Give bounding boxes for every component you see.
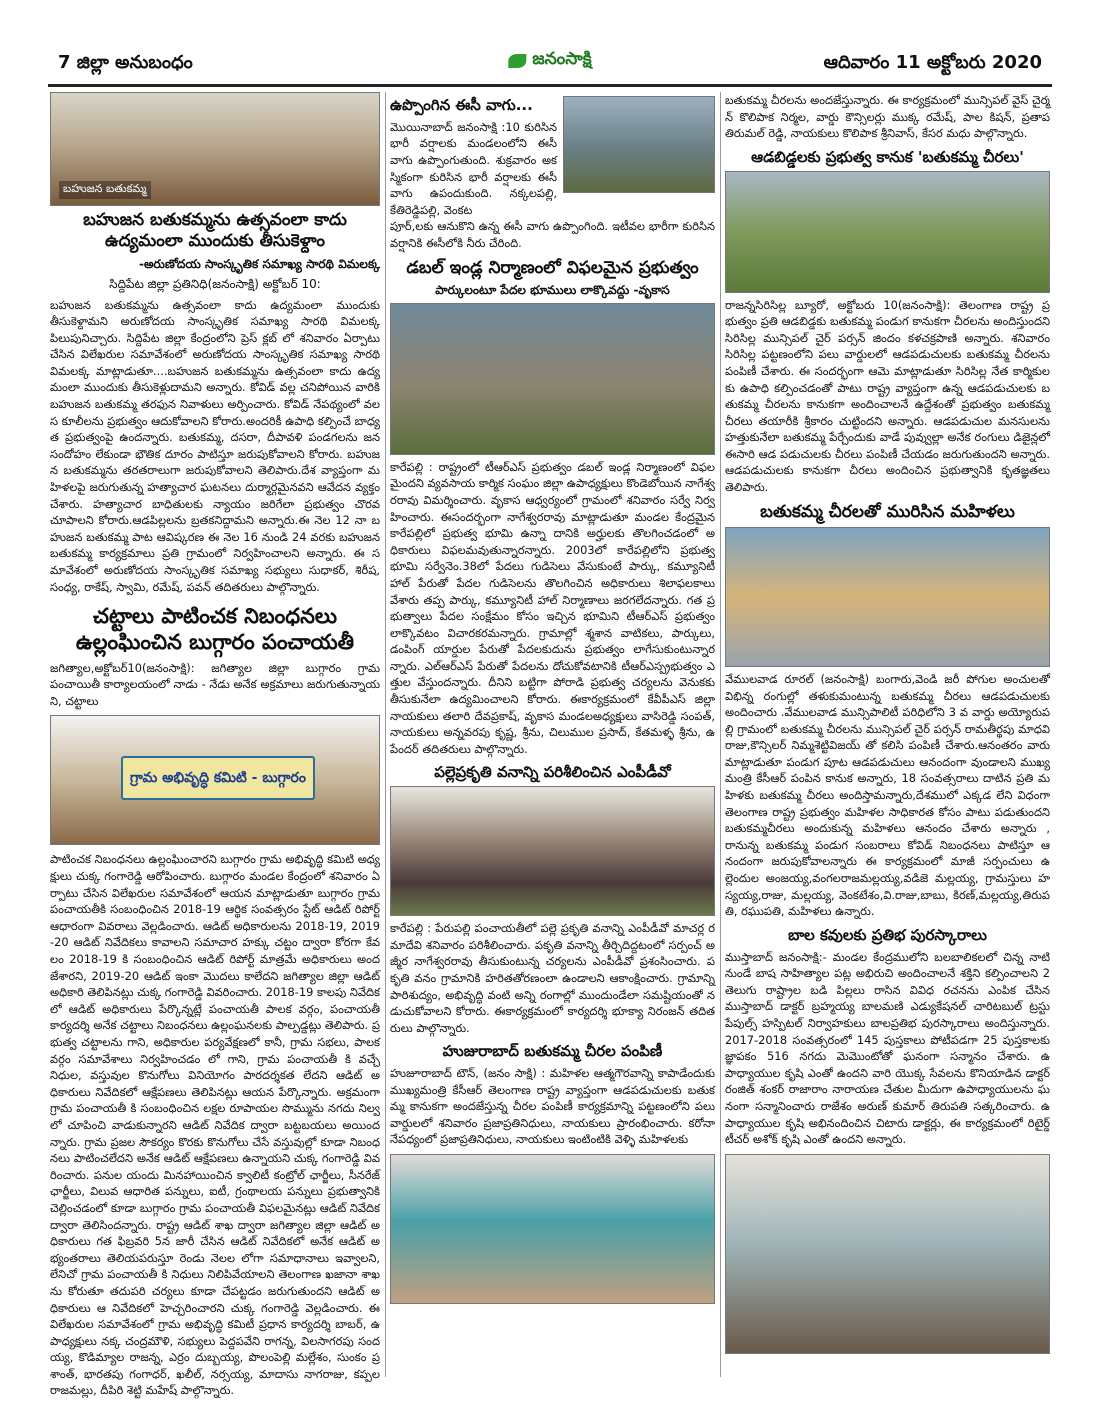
- article-photo: [390, 1154, 715, 1304]
- column-divider: [385, 92, 386, 1377]
- headline-line: బహుజన బతుకమ్మను ఉత్సవంలా కాదు: [83, 210, 347, 230]
- issue-date: ఆదివారం 11 అక్టోబరు 2020: [823, 52, 1042, 73]
- headline: ఆడబిడ్డలకు ప్రభుత్వ కానుక 'బతుకమ్మ చీరలు': [751, 147, 1024, 166]
- headline: హుజురాబాద్ బతుకమ్మ చీరల పంపిణీ: [442, 1042, 663, 1061]
- headline: [50, 603, 380, 656]
- article-body: మొయినాబాద్ జనంసాక్షి :10 కురిసిన భారీ వర్షాలకు మండలంలోని ఈసీ వాగు ఉప్పొంగుతుంది. శుక్రవారం అకస్మికంగా కురిసిన భారీ వర్షాలకు ఈసీ వాగు ఉపందుకుంది. నక్కలపల్లి, కేతిరెడ్డిపల్లి, వెంకట: [390, 119, 557, 217]
- article-body: కారేపల్లి : రాష్ట్రంలో టీఆర్ఎస్ ప్రభుత్వం డబల్ ఇండ్ల నిర్మాణంలో విఫలమైందని వ్యవసాయ కార్మిక సంఘం జిల్లా ఉపాధ్యక్షులు కొండెబోయిన నాగేశ్వరరావు విమర్శించారు. వృకాస ఆధ్వర్యంలో గ్రామంలో శనివారం సర్వే నిర్వహించారు. ఈసందర్భంగా నాగేశ్వరరావు మాట్లాడుతూ మండల కేంద్రమైన కారేపల్లిలో ప్రభుత్వ భూమి ఉన్నా దానికి అర్హులకు తొలగించడంలో అధికారులు విఫలమవుతున్నారన్నారు. 2003లో కారేపల్లిలోని ప్రభుత్వ భూమి సర్వేనెం.38లో పేదలు గుడిసెలు వేసుకుంటే పార్కు, కమ్యూనిటీ హాల్ పేరుతో పేదల గుడిసెలను తొలగించిన అధికారులు శిలాఫలకాలు వేశారు తప్ప పార్కు, కమ్యూనిటీ హాల్ నిర్మాణాలు జరగలేదన్నారు. గత ప్రభుత్వాలు పేదల సంక్షేమం కోసం ఇచ్చిన భూమిని టీఆర్ఎస్ ప్రభుత్వం లాక్కొవటం విచారకరమన్నారు. గ్రామాల్లో శ్మశాన వాటికలు, పార్కులు, డంపింగ్ యార్డుల పేరుతో పేదలకుదును ప్రభుత్వం లాగేసుకుంటున్నారన్నారు. ఎల్ఆర్ఎస్ పేరుతో పేదలను దోచుకోవటానికి టీఆర్ఎస్ప్రభుత్వం ఎత్తుల వేస్తుందన్నారు. దీనిని బట్టిగా పోరాడి ప్రభుత్వ చర్యలను వెనుకకు తీసుకునేలా ఉద్యమించాలని కోరారు. ఈకార్యక్రమంలో కేవీపీఎస్ జిల్లా నాయకులు తలారి దేవప్రకాష్, వృకాస మండలఅధ్యక్షులు వాసిరెడ్డి సంపత్, నాయకులు అన్నవరపు కృష్ణ, శ్రీను, చిలుముల ప్రసాద్, కేతమళ్ళ శ్రీను, ఉపేందర్ తదితరులు పాల్గొన్నారు.: [390, 459, 715, 756]
- article-body: బతుకమ్మ చీరలను అందజేస్తున్నారు. ఈ కార్యక్రమంలో మున్సిపల్ వైస్ చైర్మన్ కొలిపాక నిర్మల, వార్డు కౌన్సిలర్లు ముక్క రమేష్, పాల కిషన్, ప్రతాప తిరుమల్ రెడ్డి, నాయకులు కొలిపాక శ్రీనివాస్, కేసర మధు పాల్గొన్నారు.: [725, 93, 1050, 141]
- article-photo: [725, 527, 1050, 667]
- article-photo: [725, 1154, 1050, 1354]
- article-text: [390, 92, 557, 218]
- page-header: [48, 44, 1052, 84]
- headline: డబల్ ఇండ్ల నిర్మాణంలో విఫలమైన ప్రభుత్వం: [406, 257, 699, 278]
- article-body: బహుజన బతుకమ్మను ఉత్సవంలా కాదు ఉద్యమంలా ముందుకు తీసుకెళ్దామని అరుణోదయ సాంస్కృతిక సమాఖ్య సారథి విమలక్క పిలుపునిచ్చారు. సిద్దిపేట జిల్లా కేంద్రంలోని ప్రెస్ క్లబ్ లో శనివారం ఏర్పాటు చేసిన విలేఖరుల సమావేశంలో అరుణోదయ సాంస్కృతిక సమాఖ్య సారథి విమలక్క మాట్లాడుతూ....బహుజన బతుకమ్మను ఉత్సవంలా కాదు ఉద్యమంలా ముందుకు తీసుకెళ్లుదామని అన్నారు. కోవిడ్ వల్ల చనిపోయిన వారికి బహుజన బతుకమ్మ తరఫున నివాళులు అర్పించారు. కోవిడ్ నేపథ్యంలో వలస కూలీలను ప్రభుత్వం ఆదుకోవాలని కోరారు.అందరికీ ఉపాధి కల్పించే బాధ్యత ప్రభుత్వంపై ఉందన్నారు. బతుకమ్మ, దసరా, దీపావళి పండగలను జనసందోహం లేకుండా భౌతిక దూరం పాటిస్తూ జరుపుకోవాలని కోరారు. బహుజన బతుకమ్మను తరతరాలుగా జరుపుకోవాలని తెలిపారు.దేశ వ్యాప్తంగా మహిళలపై జరుగుతున్న హత్యాచార ఘటనలు దుర్మార్గమైనవని ఆవేదన వ్యక్తం చేశారు. హత్యాచార బాధితులకు న్యాయం జరిగేలా ప్రభుత్వం చొరవ చూపాలని కోరారు.ఆడపిల్లలను బ్రతకనిద్దామని అన్నారు.ఈ నెల 12 నా బహుజన బతుకమ్మ పాట ఆవిష్కరణ ఈ నెల 16 నుండి 24 వరకు బహుజన బతుకమ్మ కార్యక్రమాలు ప్రతి గ్రామంలో నిర్వహించాలని అన్నారు. ఈ సమావేశంలో అరుణోదయ సాంస్కృతిక సమాఖ్య సభ్యులు సుధాకర్, శిరీష, సంధ్య, రాకేష్, స్వామి, రమేష్, పవన్ తదితరులు పాల్గొన్నారు.: [50, 297, 380, 594]
- brand-name: జనంసాక్షి: [532, 49, 592, 69]
- article-body: జగిత్యాల,అక్టోబర్10(జనంసాక్షి): జగిత్యాల జిల్లా బుగ్గారం గ్రామ పంచాయితీ కార్యాలయంలో నాడు - నేడు అనేక అక్రమాలు జరుగుతున్నాయని, చట్టాలు: [50, 660, 380, 708]
- photo-caption: బహుజన బతుకమ్మ: [59, 181, 151, 199]
- headline: [50, 210, 380, 253]
- column-divider: [720, 92, 721, 1377]
- article-photo: [50, 715, 380, 845]
- article-photo: [390, 303, 715, 455]
- column-3: [725, 92, 1050, 1354]
- byline: -అరుణోదయ సాంస్కృతిక సమాఖ్య సారథి విమలక్క: [138, 256, 380, 271]
- dateline: సిద్దిపేట జిల్లా ప్రతినిధి(జనంసాక్షి) అక్టోబర్ 10:: [109, 276, 321, 291]
- column-1: [50, 92, 380, 1399]
- article-body: పాటించక నిబంధనలు ఉల్లంఘించారని బుగ్గారం గ్రామ అభివృద్ధి కమిటి అధ్యక్షులు చుక్క గంగారెడ్డి ఆరోపించారు. బుగ్గారం మండల కేంద్రంలో శనివారం ఏర్పాటు చేసిన విలేఖరుల సమావేశంలో ఆయన మాట్లాడుతూ బుగ్గారం గ్రామ పంచాయతీకి సంబంధించిన 2018-19 ఆర్థిక సంవత్సరం స్టేట్ ఆడిట్ రిపోర్ట్ ఆధారంగా వివరాలు వెల్లడించారు. ఆడిట్ అధికారులను 2018-19, 2019-20 ఆడిట్ నివేదికలు కావాలని సమాచార హక్కు చట్టం ద్వారా కోరగా కేవలం 2018-19 కి సంబంధించిన ఆడిట్ రిపోర్ట్ మాత్రమే అధికారులు అందజేశారని, 2019-20 ఆడిట్ ఇంకా మొదలు కాలేదని జగిత్యాల జిల్లా ఆడిట్ అధికారి తెలిపినట్లు చుక్క గంగారెడ్డి వివరించారు. 2018-19 కాలపు నివేదికలో ఆడిట్ అధికారులు పేర్కొన్నట్లే పంచాయతీ పాలక వర్గం, పంచాయతీ కార్యదర్శి అనేక చట్టాలు నిబంధనలు ఉల్లంఘనలకు పాల్పడ్డట్లు తెలిపారు. ప్రభుత్వ చట్టాలను గాని, అధికారుల పర్యవేక్షణలో కానీ, గ్రామ సభలు, పాలక వర్గం సమావేశాలు నిర్వహించడం లో గాని, గ్రామ పంచాయతీ కి వచ్చే నిధుల, వస్తువుల కొనుగోలు వినియోగం పారదర్శకత లేదని ఆడిట్ అధికారులు నివేదికలో ఆక్షేపణలు తెలిపినట్లు ఆయన పేర్కొన్నారు. అక్రమంగా గ్రామ పంచాయతీ కి సంబంధించిన లక్షల రూపాయల సొమ్మును నగదు నిల్వలో చూపించి వాడుకున్నారని ఆడిట్ నివేదిక ద్వారా బట్టబయలు అయిందన్నారు. గ్రామ ప్రజల సౌకర్యం కొరకు కొనుగోలు చేసే వస్తువుల్లో కూడా నిబంధనలు పాటించలేదని అనేక ఆడిట్ ఆక్షేపణలు ఉన్నాయని చుక్క గంగారెడ్డి వివరించారు. పనుల యందు మినహాయించిన క్వాలిటీ కంట్రోల్ ఛార్జీలు, సీనరేజ్ ఛార్జీలు, విలువ ఆధారిత పన్నులు, ఐటీ, గ్రంథాలయ పన్నులు ప్రభుత్వానికి చెల్లించడంలో కూడా బుగ్గారం గ్రామ పంచాయతీ విఫలమైనట్లు ఆడిట్ నివేదిక ద్వారా తెలిసిందన్నారు. రాష్ట్ర ఆడిట్ శాఖ ద్వారా జగిత్యాల జిల్లా ఆడిట్ అధికారులు గత ఫిబ్రవరి 5న జారీ చేసిన ఆడిట్ నివేదికలో అనేక ఆడిట్ అభ్యంతరాలు తెలియపరుస్తూ రెండు నెలల లోగా సమాధానాలు ఇవ్వాలని, లేనిచో గ్రామ పంచాయతీ కి నిధులు నిలిపివేయాలని తెలంగాణ ఖజానా శాఖను కోరుతూ తదుపరి చర్యలు కూడా చేపట్టడం జరుగుతుందని ఆడిట్ అధికారులు ఆ నివేదికలో హెచ్చరించారని చుక్క గంగారెడ్డి వెల్లడించారు. ఈ విలేఖరుల సమావేశంలో గ్రామ అభివృద్ధి కమిటీ ప్రధాన కార్యదర్శి బాబర్, ఉపాధ్యక్షులు నక్క చంద్రమౌళి, సభ్యులు పెద్దపవేని రాగన్న, విలసాగరపు సందయ్య, కొడిమ్యాల రాజన్న, ఎర్రం దుబ్బయ్య, పొలంపెల్లి మల్లేశం, సుంకం ప్రశాంత్, భారతపు గంగాధర్, ఖలీల్, నర్సయ్య, మాదాసు నాగరాజు, కప్పల రాజమల్లు, దీపిరి శెట్టి మహేష్ పాల్గొన్నారు.: [50, 852, 380, 1398]
- article-photo: [50, 92, 380, 206]
- column-2: [390, 92, 715, 1304]
- article-body: పూర్,లకు ఆనుకొని ఉన్న ఈసీ వాగు ఉప్పొంగింది. ఇటీవల భారీగా కురిసిన వర్షానికి ఈసీలోకి నీరు చేరింది.: [390, 219, 715, 250]
- headline-line: చట్టాలు పాటించక నిబంధనలు: [93, 604, 337, 629]
- headline: పల్లెప్రకృతి వనాన్ని పరిశీలించిన ఎంపీడీవో: [434, 763, 671, 782]
- article-photo: [563, 96, 715, 193]
- headline: బతుకమ్మ చీరలతో మురిసిన మహిళలు: [760, 501, 1015, 522]
- article-photo: [725, 171, 1050, 293]
- article-wrap: [390, 92, 715, 218]
- page-label: 7 జిల్లా అనుబంధం: [58, 52, 193, 73]
- brand-logo: [508, 49, 591, 73]
- article-body: వేములవాడ రూరల్ (జనంసాక్షి) బంగారు,వెండి జరీ పోగుల అంచులతో విభిన్న రంగుల్లో తళుకుమంటున్న బతుకమ్మ చీరలు ఆడపడుచులకు అందించారు .వేములవాడ మున్సిపాలిటీ పరిధిలోని 3 వ వార్డు అయ్యోరుపల్లి గ్రామంలో బతుకమ్మ చీరలను మున్సిపల్ చైర్ పర్సన్ రామతీర్థపు మాధవి రాజు,కౌన్సిలర్ నిమ్మశెట్టివిజయ్ తో కలిసి పంపిణీ చేశారు.ఆనంతరం వారు మాట్లాడుతూ పండుగ పూట ఆడపడుచులు ఆనందంగా వుండాలని ముఖ్యమంత్రి కేసీఆర్ పంపిన కానుక అన్నారు, 18 సంవత్సరాలు దాటిన ప్రతి మహిళకు బతుకమ్మ చీరలు అందిస్తామన్నారు,దేశములో ఎక్కడ లేని విధంగా తెలంగాణ రాష్ట్ర ప్రభుత్వం మహిళల సాధికారత కోసం పాటు పడుతుందని బతుకమ్మచీరలు అందుకున్న మహిళలు ఆనందం చేశారు అన్నారు , రానున్న బతుకమ్మ పండుగ సంబరాలు కోవిడ్ నిబంధనలు పాటిస్తూ ఆనందంగా జరుపుకోవాలన్నారు ఈ కార్యక్రమంలో మాజీ సర్పంచులు ఉల్లెందుల అంజయ్య,వంగలరాజమల్లయ్య,వడిజె మల్లయ్య, గ్రామస్తులు హస్యయ్య,రాజు, మల్లయ్య, వెంకటేశం,వి.రాజు,బాబు, కిరణ్,మల్లయ్య,తిరుపతి, రఘుపతి, మహిళలు ఉన్నారు.: [725, 671, 1050, 919]
- article-photo: [390, 786, 715, 916]
- subheadline: పార్కులంటూ పేదల భూములు లాక్కొవద్దు -వృకాస: [435, 282, 670, 297]
- article-body: ముస్తాబాద్ జనంసాక్షి:- మండల కేంద్రములోని బలబాలికలలో చిన్న నాటి నుండే బాష సాహిత్యాల పట్ల అభిరుచి అందించాలనే శక్తిని కల్పించాలని 2 తెలుగు రాష్ట్రాల బడి పిల్లలు రాసిన వివిధ రచనను ఎంపిక చేసిన ముస్తాబాద్ డాక్టర్ బ్రహ్మయ్య బాలమణి ఎడ్యుకేషనల్ చారిటబుల్ ట్రస్టు పేపుల్స్ హస్పిటల్ నిర్వాహకులు బాలప్రతిభ పురస్కారాలు అందిస్తున్నారు. 2017-2018 సంవత్సరంలో 145 పుస్తకాలు పోటీపడగా 25 పుస్తకాలకు జ్ఞాపకం 516 నగదు మెమొంటోతో ఘనంగా సన్మానం చేశారు. ఉపాధ్యాయుల కృషి ఎంతో ఉందని వారి యొక్క సేవలను కొనియాడిన డాక్టర్ రంజిత్ శంకర్ రాజారాం నారాయణ చేతుల మీదుగా ఉపాధ్యాయులను ఘనంగా సన్మానించారు రాజేశం అరుణ్ కుమార్ తిరుపతి సత్కరించారు. ఉపాధ్యాయుల కృషి అభినందించిన చిటారు డాక్టర్లు, ఈ కార్యక్రమంలో రిటైర్డ్ టీచర్ అశోక్ కృషి ఎంతో ఉందని అన్నారు.: [725, 949, 1050, 1147]
- headline-line: ఉల్లంఘించిన బుగ్గారం పంచాయతీ: [75, 630, 355, 655]
- article-body: హుజూరాబాద్ టౌన్, (జనం సాక్షి) : మహిళల ఆత్మగౌరవాన్ని కాపాడేందుకు ముఖ్యమంత్రి కేసీఆర్ తెలంగాణ రాష్ట్ర వ్యాప్తంగా ఆడపడుచులకు బతుకమ్మ కానుకగా అందజేస్తున్న చీరల పంపిణీ కార్యక్రమాన్ని పట్టణంలోని పలు వార్డులలో శనివారం ప్రజాప్రతినిధులు, నాయకులు ప్రారంభించారు. కరోనా నేపధ్యంలో ప్రజాప్రతినిధులు, నాయకులు ఇంటింటికి వెళ్ళి మహిళలకు: [390, 1066, 715, 1147]
- leaf-icon: [508, 54, 526, 68]
- headline-line: ఉద్యమంలా ముందుకు తీసుకెళ్దాం: [105, 231, 325, 252]
- header-rule: [48, 84, 1052, 87]
- banner: గ్రామ అభివృద్ధి కమిటి - బుగ్గారం: [121, 756, 315, 800]
- article-body: కారేపల్లి : పేరుపల్లి పంచాయతీలో పల్లె ప్రకృతి వనాన్ని ఎంపీడీవో మాచర్ల రమాదేవి శనివారం పరిశీలించారు. పకృతి వనాన్ని తీర్చిదిద్దటంలో సర్పంచ్ అజ్మీర నాగేశ్వరరావు తీసుకుంటున్న చర్యలను ఎంపీడీవో ప్రశంసించారు. పకృతి వనం గ్రామానికి హరితతోరణంలా ఉండాలని ఆకాంక్షించారు. గ్రామాన్ని పారిశుద్యం, అభివృద్ధి వంటి అన్ని రంగాల్లో ముందుండేలా సమష్టియంతో నడుచుకోవాలని కోరారు. ఈకార్యక్రమంలో కార్యదర్శి భూక్యా నిరంజన్ తదితరులు పాల్గొన్నారు.: [390, 921, 715, 1035]
- headline: ఉప్పొంగిన ఈసీ వాగు...: [390, 96, 533, 114]
- article-body: రాజన్నసిరిసిల్ల బ్యూరో, అక్టోబరు 10(జనంసాక్షి): తెలంగాణ రాష్ట్ర ప్రభుత్వం ప్రతి ఆడబిడ్డకు బతుకమ్మ పండుగ కానుకగా చీరలను అందిస్తుందని సిరిసిల్ల మున్సిపల్ చైర్ పర్సన్ జిందం కళచక్రపాణి అన్నారు. శనివారం సిరిసిల్ల పట్టణంలోని పలు వార్డులలో ఆడపడుచులకు బతుకమ్మ చీరలను పంపిణీ చేశారు. ఈ సందర్భంగా ఆమె మాట్లాడుతూ సిరిసిల్ల నేత కార్మికులకు ఉపాధి కల్పించడంతో పాటు రాష్ట్ర వ్యాప్తంగా ఉన్న ఆడపడుచులకు బతుకమ్మ చీరలను కానుకగా అందించాలనే ఉద్దేశంతో ప్రభుత్వం బతుకమ్మ చీరలు తయారీకి శ్రీకారం చుట్టిందని అన్నారు. ఆడపడుచుల మనసులను హత్తుకునేలా బతుకమ్మ పేర్చేందుకు వాడే పువ్వుల్లా అనేక రంగులు డిజైన్లలో ఈసారి ఆడ పడుచులకు చీరలు పంపిణీ చేయడం జరుగుతుందని అన్నారు. ఆడపడుచులకు కానుకగా చీరలు అందించిన ప్రభుత్వానికి కృతజ్ఞతలు తెలిపారు.: [725, 297, 1050, 495]
- headline: బాల కవులకు ప్రతిభ పురస్కారాలు: [788, 925, 987, 944]
